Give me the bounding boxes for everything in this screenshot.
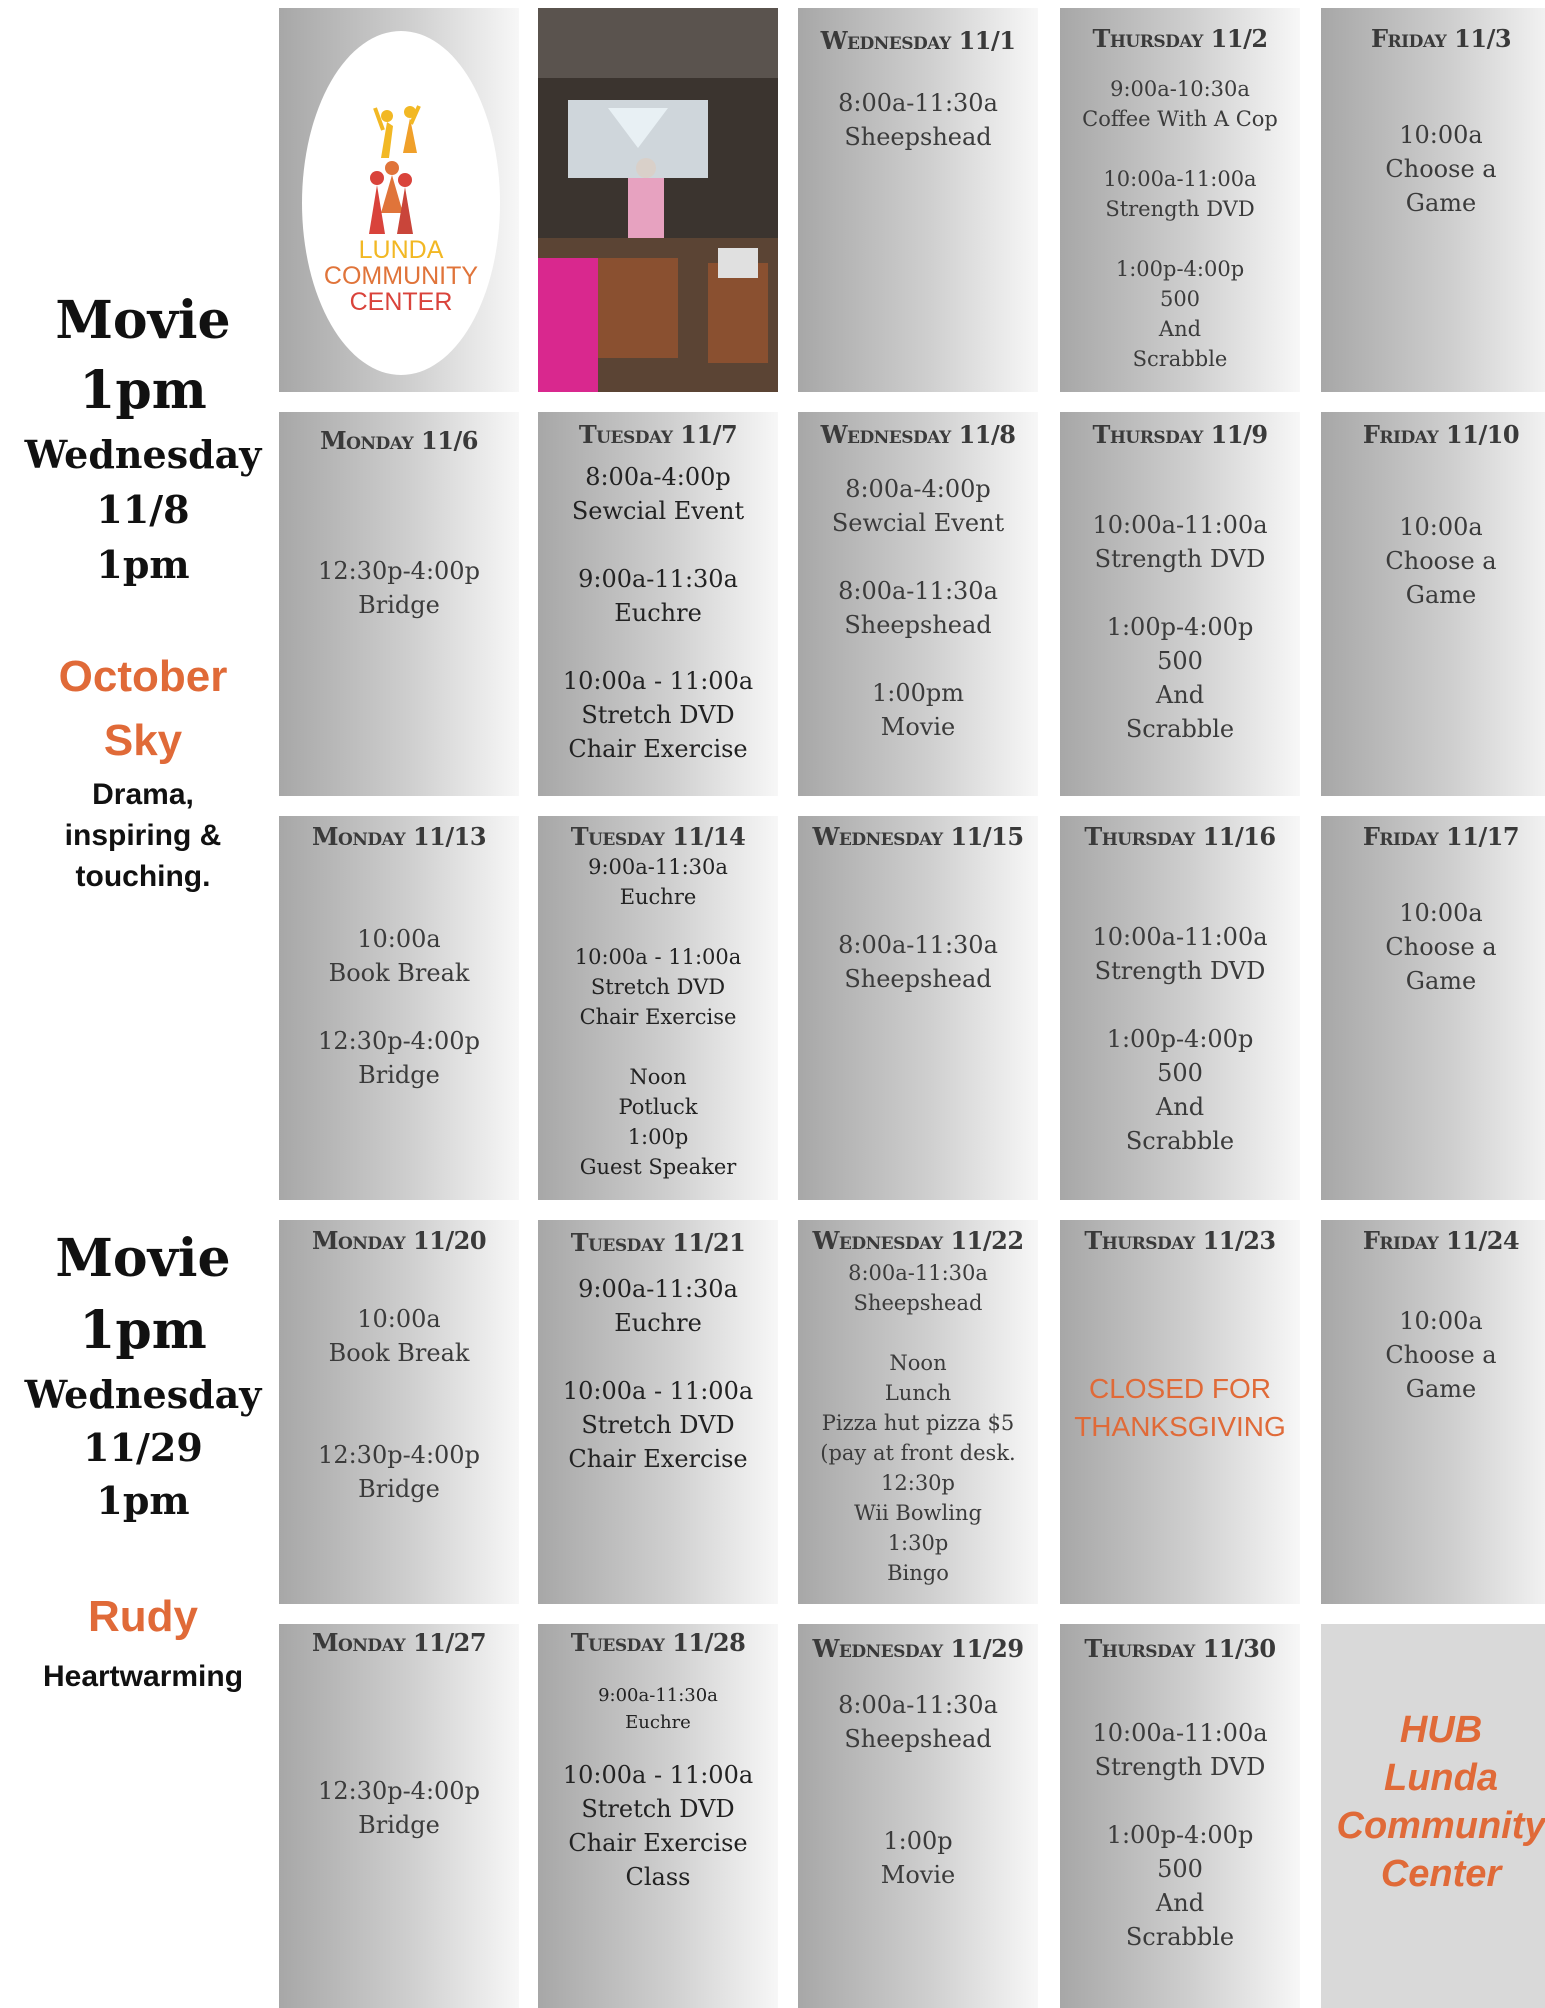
- schedule-line: Coffee With A Cop: [1082, 107, 1278, 131]
- schedule-line: Sewcial Event: [571, 497, 745, 525]
- schedule-line: Scrabble: [1132, 347, 1228, 371]
- schedule-line: 8:00a-4:00p: [585, 463, 731, 491]
- day-schedule: [1060, 508, 1300, 746]
- day-heading: Tuesday 11/14: [570, 822, 746, 851]
- day-heading: Friday 11/17: [1362, 822, 1520, 851]
- schedule-line: Noon: [629, 1065, 687, 1089]
- closed-notice: [1060, 1370, 1300, 1446]
- day-heading: Thursday 11/9: [1092, 420, 1268, 449]
- day-schedule: [538, 852, 778, 1182]
- movie-day: Wednesday: [24, 1372, 262, 1417]
- movie-date: 11/8: [96, 487, 190, 532]
- movie-heading: Movie: [55, 1228, 231, 1289]
- person-figure: [628, 178, 664, 238]
- day-schedule: [279, 554, 519, 622]
- schedule-line: 10:00a: [1399, 513, 1483, 541]
- schedule-line: Game: [1405, 967, 1477, 995]
- day-heading: Thursday 11/2: [1092, 24, 1268, 53]
- schedule-line: Chair Exercise: [568, 1445, 748, 1473]
- day-heading: Friday 11/10: [1362, 420, 1520, 449]
- day-heading: Wednesday 11/29: [812, 1634, 1024, 1663]
- logo-cell: [279, 8, 519, 392]
- schedule-line: Choose a: [1385, 1341, 1497, 1369]
- schedule-line: 12:30p-4:00p: [318, 1441, 480, 1469]
- day-schedule: [279, 922, 519, 1092]
- schedule-line: (pay at front desk.: [820, 1441, 1016, 1465]
- schedule-line: Chair Exercise: [579, 1005, 737, 1029]
- schedule-line: 12:30p: [881, 1471, 955, 1495]
- schedule-line: Wii Bowling: [854, 1501, 982, 1525]
- logo-text-3: CENTER: [349, 288, 453, 316]
- day-schedule: [798, 472, 1038, 744]
- movie-time: 1pm: [79, 1300, 207, 1361]
- day-cell-friday-11-17: [1321, 816, 1545, 1200]
- day-heading: Monday 11/6: [320, 426, 478, 455]
- schedule-line: Strength DVD: [1094, 545, 1266, 573]
- schedule-line: Game: [1405, 581, 1477, 609]
- schedule-line: 1:00p-4:00p: [1106, 1025, 1254, 1053]
- day-schedule: [279, 1774, 519, 1842]
- schedule-line: Strength DVD: [1094, 957, 1266, 985]
- schedule-line: Movie: [880, 713, 956, 741]
- schedule-line: Scrabble: [1125, 1923, 1235, 1951]
- schedule-line: And: [1158, 317, 1202, 341]
- community-logo: [279, 8, 519, 392]
- hub-line: Community: [1336, 1805, 1545, 1847]
- day-cell-monday-11-20: [279, 1220, 519, 1604]
- day-heading: Friday 11/3: [1370, 24, 1512, 53]
- logo-text-1: LUNDA: [358, 236, 444, 264]
- day-cell-tuesday-11-21: [538, 1220, 778, 1604]
- schedule-line: 500: [1157, 1855, 1203, 1883]
- day-cell-thursday-11-16: [1060, 816, 1300, 1200]
- schedule-line: 10:00a-11:00a: [1103, 167, 1257, 191]
- schedule-line: Game: [1405, 1375, 1477, 1403]
- schedule-line: Sheepshead: [844, 123, 992, 151]
- day-cell-wednesday-11-8: [798, 412, 1038, 796]
- film-title: October: [58, 652, 228, 701]
- movie-time-2: 1pm: [96, 542, 190, 587]
- film-description: Drama,: [92, 778, 194, 811]
- schedule-line: 8:00a-11:30a: [838, 1691, 998, 1719]
- schedule-line: 9:00a-10:30a: [1110, 77, 1250, 101]
- schedule-line: 1:00p: [883, 1827, 953, 1855]
- schedule-line: 10:00a: [357, 925, 441, 953]
- schedule-line: Stretch DVD: [590, 975, 726, 999]
- schedule-line: 10:00a: [357, 1305, 441, 1333]
- schedule-line: Movie: [880, 1861, 956, 1889]
- schedule-line: 10:00a - 11:00a: [562, 1377, 754, 1405]
- schedule-line: Bridge: [358, 1475, 440, 1503]
- day-schedule: [279, 1302, 519, 1506]
- day-schedule: [1321, 118, 1545, 220]
- day-schedule: [1321, 510, 1545, 612]
- day-heading: Monday 11/27: [311, 1628, 487, 1657]
- schedule-line: Euchre: [625, 1712, 691, 1733]
- schedule-line: 10:00a: [1399, 121, 1483, 149]
- day-cell-tuesday-11-14: [538, 816, 778, 1200]
- schedule-line: Choose a: [1385, 933, 1497, 961]
- day-schedule: [538, 1272, 778, 1476]
- day-cell-tuesday-11-28: [538, 1624, 778, 2008]
- day-heading: Thursday 11/16: [1084, 822, 1276, 851]
- schedule-line: Guest Speaker: [579, 1155, 737, 1179]
- day-schedule: [1321, 1304, 1545, 1406]
- schedule-line: Euchre: [614, 1309, 702, 1337]
- film-title: Rudy: [88, 1592, 198, 1641]
- day-cell-thursday-11-23: [1060, 1220, 1300, 1604]
- day-heading: Wednesday 11/22: [812, 1226, 1024, 1255]
- schedule-line: Choose a: [1385, 547, 1497, 575]
- day-cell-thursday-11-9: [1060, 412, 1300, 796]
- schedule-line: Sheepshead: [844, 965, 992, 993]
- schedule-line: 10:00a - 11:00a: [562, 667, 754, 695]
- movie-day: Wednesday: [24, 432, 262, 477]
- day-heading: Wednesday 11/8: [820, 420, 1016, 449]
- event-photo: [538, 8, 778, 392]
- schedule-line: Scrabble: [1125, 1127, 1235, 1155]
- day-heading: Tuesday 11/28: [570, 1628, 746, 1657]
- day-schedule: [1060, 1716, 1300, 1954]
- schedule-line: Game: [1405, 189, 1477, 217]
- schedule-line: 10:00a - 11:00a: [562, 1761, 754, 1789]
- schedule-line: Scrabble: [1125, 715, 1235, 743]
- schedule-line: Lunch: [884, 1381, 952, 1405]
- schedule-line: 8:00a-11:30a: [848, 1261, 988, 1285]
- day-cell-wednesday-11-29: [798, 1624, 1038, 2008]
- day-schedule: [1060, 920, 1300, 1158]
- hub-cell: [1321, 1624, 1545, 2008]
- day-heading: Tuesday 11/21: [570, 1228, 746, 1257]
- schedule-line: 8:00a-11:30a: [838, 931, 998, 959]
- schedule-line: 10:00a - 11:00a: [574, 945, 742, 969]
- day-schedule-small: [538, 1682, 778, 1736]
- hub-line: HUB: [1399, 1709, 1483, 1751]
- schedule-line: Euchre: [614, 599, 702, 627]
- schedule-line: 8:00a-11:30a: [838, 577, 998, 605]
- schedule-line: Sheepshead: [853, 1291, 983, 1315]
- day-cell-wednesday-11-1: [798, 8, 1038, 392]
- schedule-line: 10:00a: [1399, 899, 1483, 927]
- schedule-line: And: [1155, 1889, 1205, 1917]
- schedule-line: Pizza hut pizza $5: [821, 1411, 1015, 1435]
- schedule-line: 500: [1157, 647, 1203, 675]
- schedule-line: 1:00p: [627, 1125, 689, 1149]
- day-heading: Wednesday 11/15: [812, 822, 1024, 851]
- schedule-line: Euchre: [619, 885, 697, 909]
- day-schedule: [1321, 896, 1545, 998]
- day-cell-monday-11-6: [279, 412, 519, 796]
- schedule-line: Stretch DVD: [581, 1411, 735, 1439]
- day-cell-friday-11-24: [1321, 1220, 1545, 1604]
- day-cell-tuesday-11-7: [538, 412, 778, 796]
- schedule-line: 1:00p-4:00p: [1115, 257, 1245, 281]
- schedule-line: 8:00a-11:30a: [838, 89, 998, 117]
- schedule-line: 10:00a-11:00a: [1092, 511, 1268, 539]
- day-cell-friday-11-3: [1321, 8, 1545, 392]
- schedule-line: 500: [1159, 287, 1201, 311]
- schedule-line: 1:00pm: [871, 679, 964, 707]
- schedule-line: 12:30p-4:00p: [318, 557, 480, 585]
- schedule-line: Chair Exercise: [568, 735, 748, 763]
- movie-heading: Movie: [55, 290, 231, 351]
- schedule-line: 9:00a-11:30a: [578, 565, 738, 593]
- day-heading: Tuesday 11/7: [578, 420, 738, 449]
- schedule-line: 10:00a-11:00a: [1092, 1719, 1268, 1747]
- schedule-line: 10:00a: [1399, 1307, 1483, 1335]
- schedule-line: 1:30p: [887, 1531, 949, 1555]
- hub-title: [1321, 1706, 1545, 1898]
- schedule-line: Choose a: [1385, 155, 1497, 183]
- film-title-2: Sky: [103, 716, 183, 765]
- film-description-3: touching.: [75, 860, 211, 893]
- schedule-line: Class: [625, 1863, 691, 1891]
- schedule-line: Book Break: [328, 959, 470, 987]
- schedule-line: 9:00a-11:30a: [578, 1275, 738, 1303]
- schedule-line: Noon: [889, 1351, 947, 1375]
- day-schedule: [538, 460, 778, 766]
- schedule-line: 9:00a-11:30a: [598, 1685, 718, 1706]
- day-schedule: [538, 1758, 778, 1894]
- day-cell-monday-11-13: [279, 816, 519, 1200]
- schedule-line: And: [1155, 1093, 1205, 1121]
- movie-time-2: 1pm: [96, 1478, 190, 1523]
- day-cell-thursday-11-2: [1060, 8, 1300, 392]
- logo-text-2: COMMUNITY: [323, 262, 479, 290]
- schedule-line: 8:00a-4:00p: [845, 475, 991, 503]
- schedule-line: 12:30p-4:00p: [318, 1027, 480, 1055]
- schedule-line: Bingo: [887, 1561, 949, 1585]
- schedule-line: 10:00a-11:00a: [1092, 923, 1268, 951]
- movie-time: 1pm: [79, 360, 207, 421]
- movie-date: 11/29: [83, 1425, 203, 1470]
- schedule-line: Sewcial Event: [831, 509, 1005, 537]
- schedule-line: 1:00p-4:00p: [1106, 1821, 1254, 1849]
- day-heading: Monday 11/20: [311, 1226, 487, 1255]
- day-cell-friday-11-10: [1321, 412, 1545, 796]
- schedule-line: Chair Exercise: [568, 1829, 748, 1857]
- closed-line: CLOSED FOR: [1088, 1373, 1272, 1404]
- schedule-line: Sheepshead: [844, 611, 992, 639]
- day-heading: Thursday 11/30: [1084, 1634, 1276, 1663]
- day-heading: Friday 11/24: [1362, 1226, 1520, 1255]
- schedule-line: Potluck: [618, 1095, 698, 1119]
- day-schedule: [798, 928, 1038, 996]
- hub-line: Lunda: [1384, 1757, 1498, 1799]
- film-description: Heartwarming: [42, 1660, 244, 1693]
- schedule-line: Stretch DVD: [581, 1795, 735, 1823]
- day-cell-monday-11-27: [279, 1624, 519, 2008]
- day-cell-thursday-11-30: [1060, 1624, 1300, 2008]
- movie-sidebar: [0, 0, 280, 2000]
- day-cell-wednesday-11-22: [798, 1220, 1038, 1604]
- schedule-line: 9:00a-11:30a: [588, 855, 728, 879]
- day-heading: Thursday 11/23: [1084, 1226, 1276, 1255]
- film-description-2: inspiring &: [64, 819, 222, 852]
- day-schedule: [798, 1258, 1038, 1588]
- day-heading: Monday 11/13: [311, 822, 487, 851]
- day-schedule: [798, 86, 1038, 154]
- schedule-line: 500: [1157, 1059, 1203, 1087]
- day-cell-wednesday-11-15: [798, 816, 1038, 1200]
- day-schedule: [1060, 74, 1300, 374]
- schedule-line: Book Break: [328, 1339, 470, 1367]
- schedule-line: 12:30p-4:00p: [318, 1777, 480, 1805]
- day-schedule: [798, 1688, 1038, 1892]
- schedule-line: Stretch DVD: [581, 701, 735, 729]
- schedule-line: And: [1155, 681, 1205, 709]
- schedule-line: 1:00p-4:00p: [1106, 613, 1254, 641]
- schedule-line: Strength DVD: [1105, 197, 1255, 221]
- schedule-line: Strength DVD: [1094, 1753, 1266, 1781]
- schedule-line: Bridge: [358, 1061, 440, 1089]
- schedule-line: Sheepshead: [844, 1725, 992, 1753]
- schedule-line: Bridge: [358, 591, 440, 619]
- schedule-line: Bridge: [358, 1811, 440, 1839]
- hub-line: Center: [1380, 1853, 1502, 1895]
- closed-line: THANKSGIVING: [1074, 1411, 1286, 1442]
- day-heading: Wednesday 11/1: [820, 26, 1016, 55]
